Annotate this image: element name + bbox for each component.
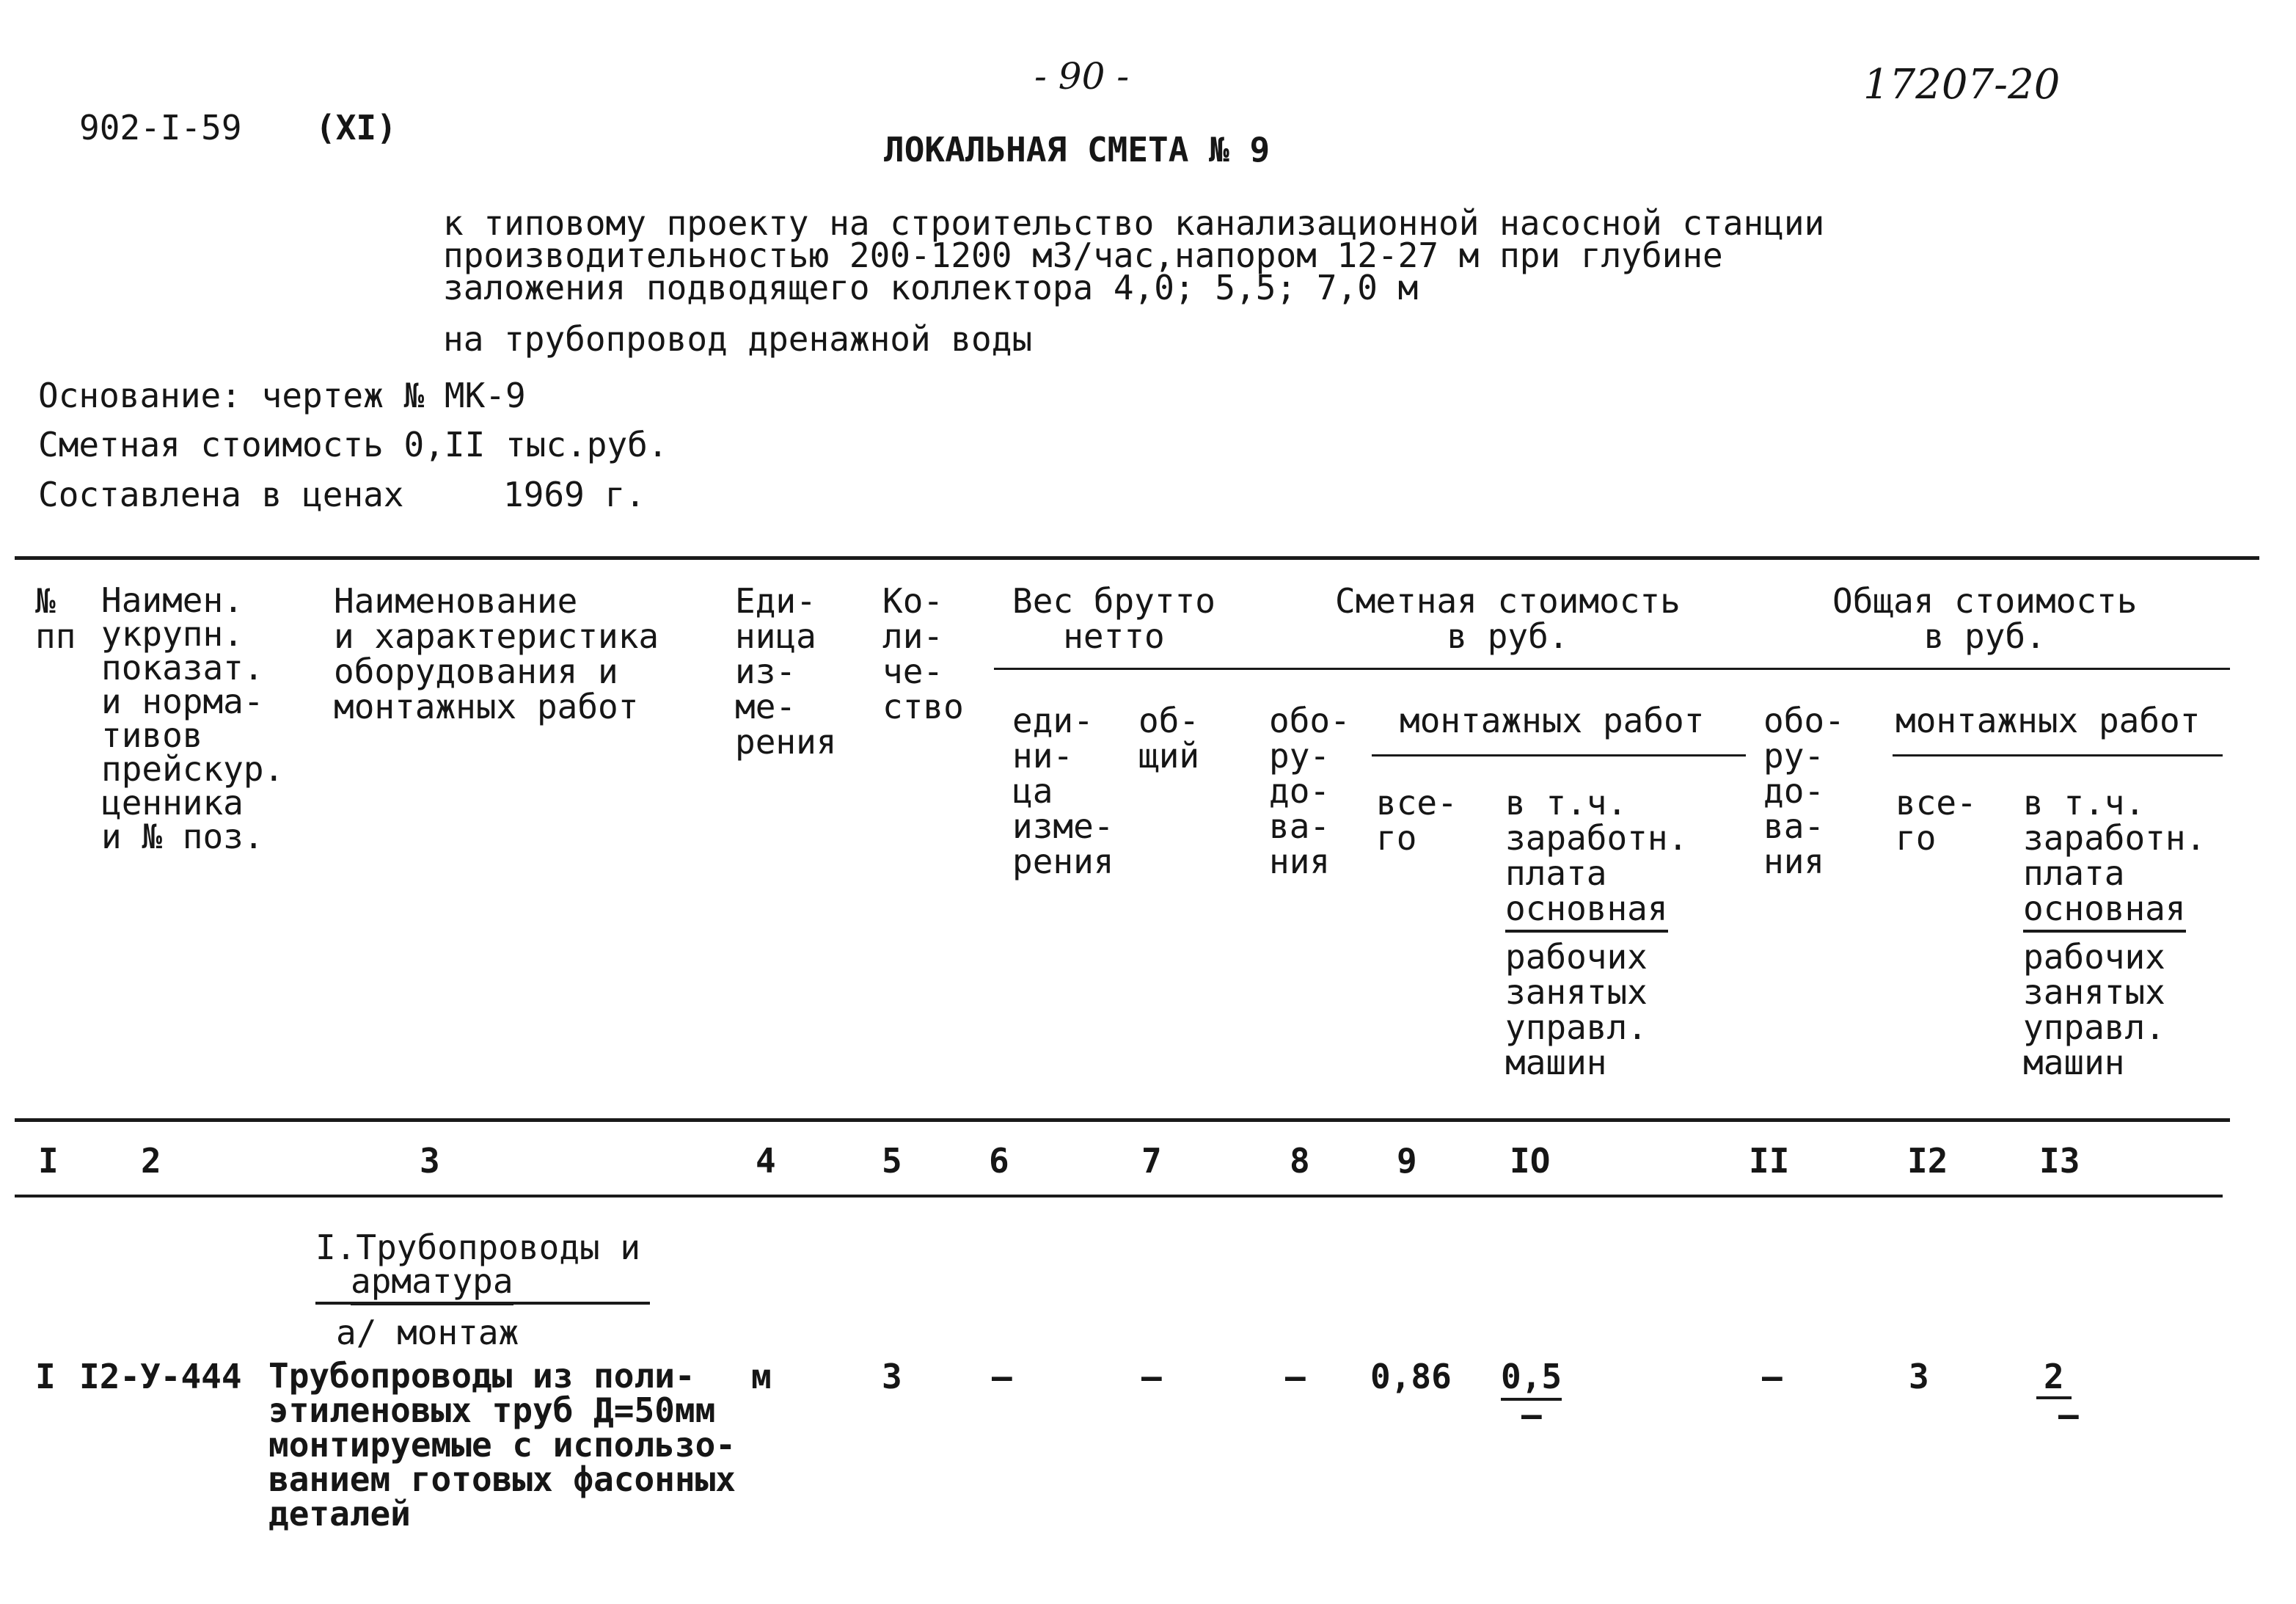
page-number: - 90 -: [1034, 55, 1130, 98]
header-total-install-wages-machines: рабочих занятых управл. машин: [2023, 937, 2165, 1082]
header-bottom-rule: [15, 1118, 2230, 1122]
install-subrule-total: [1893, 754, 2223, 757]
header-col-qty: Ко- ли- че- ство: [882, 581, 964, 726]
header-estimated-group: Сметная стоимость в руб.: [1335, 581, 1681, 656]
column-number-11: II: [1749, 1141, 1790, 1181]
header-est-install-total: все- го: [1376, 783, 1458, 858]
row-est-install-total: 0,86: [1370, 1357, 1452, 1396]
document-title: ЛОКАЛЬНАЯ СМЕТА № 9: [884, 130, 1271, 169]
column-number-12: I2: [1907, 1141, 1948, 1181]
inventory-number: 17207-20: [1863, 61, 2061, 109]
row-name: Трубопроводы из поли- этиленовых труб Д=50мм монтируемые с использо- ванием готовых фасонных деталей: [268, 1356, 736, 1534]
section-title-continued: арматура: [351, 1264, 513, 1299]
row-quantity: 3: [882, 1357, 902, 1396]
header-col-unit: Еди- ница из- ме- рения: [735, 581, 837, 762]
header-total-equipment: обо- ру- до- ва- ния: [1763, 701, 1845, 881]
subsection-title: а/ монтаж: [336, 1313, 519, 1352]
column-number-5: 5: [882, 1141, 902, 1181]
header-total-install-wages: в т.ч. заработн. плата: [2023, 783, 2207, 893]
header-col-number: № пп: [35, 581, 76, 656]
row-est-equipment: –: [1285, 1357, 1306, 1396]
row-total-install-total: 3: [1909, 1357, 1929, 1396]
column-number-1: I: [38, 1141, 59, 1181]
header-weight-total: об- щий: [1138, 701, 1200, 776]
row-est-install-wages-machines: –: [1521, 1395, 1542, 1435]
header-total-installation: монтажных работ: [1895, 701, 2201, 740]
row-number: I: [35, 1357, 56, 1396]
column-number-8: 8: [1290, 1141, 1310, 1181]
row-weight-unit: –: [992, 1357, 1012, 1396]
column-number-2: 2: [141, 1141, 161, 1181]
header-est-install-wages-machines: рабочих занятых управл. машин: [1505, 937, 1648, 1082]
row-total-install-wages: 2: [2036, 1359, 2072, 1394]
header-est-install-wages: в т.ч. заработн. плата: [1505, 783, 1689, 893]
section-title-rule: [315, 1302, 650, 1305]
header-total-group: Общая стоимость в руб.: [1832, 581, 2138, 656]
table-top-rule: [15, 556, 2259, 560]
header-est-installation: монтажных работ: [1400, 701, 1705, 740]
prices-year: 1969 г.: [503, 475, 646, 514]
header-total-install-wages-basic: основная: [2023, 891, 2186, 926]
header-est-install-wages-basic: основная: [1505, 891, 1668, 926]
header-weight-group: Вес брутто нетто: [1012, 581, 1215, 656]
install-subrule-est: [1372, 754, 1746, 757]
estimate-object: на трубопровод дренажной воды: [443, 319, 1033, 359]
album-number: (XI): [315, 108, 397, 147]
column-number-3: 3: [420, 1141, 440, 1181]
row-unit: м: [751, 1357, 772, 1396]
row-est-install-wages: 0,5: [1501, 1359, 1562, 1394]
row-code: I2-У-444: [79, 1357, 242, 1396]
colnum-bottom-rule: [15, 1195, 2223, 1197]
basis-line: Основание: чертеж № МК-9: [38, 376, 526, 415]
header-weight-unit: еди- ни- ца изме- рения: [1012, 701, 1114, 881]
column-number-7: 7: [1141, 1141, 1162, 1181]
row-weight-total: –: [1141, 1357, 1162, 1396]
prices-label: Составлена в ценах: [38, 475, 404, 514]
column-number-4: 4: [756, 1141, 776, 1181]
header-total-install-total: все- го: [1895, 783, 1977, 858]
column-number-10: IO: [1510, 1141, 1551, 1181]
section-title: I.Трубопроводы и: [315, 1228, 641, 1267]
column-number-9: 9: [1397, 1141, 1417, 1181]
group-rule: [994, 668, 2230, 670]
row-total-install-wages-machines: –: [2058, 1395, 2079, 1435]
column-number-13: I3: [2039, 1141, 2080, 1181]
row-total-equipment: –: [1762, 1357, 1783, 1396]
header-col-name: Наименование и характеристика оборудования и монтажных работ: [334, 581, 659, 726]
header-col-code: Наимен. укрупн. показат. и норма- тивов прейскур. ценника и № поз.: [101, 580, 285, 856]
series-code: 902-I-59: [79, 108, 242, 147]
subject-line-3: заложения подводящего коллектора 4,0; 5,5; 7,0 м: [443, 268, 1419, 307]
header-est-equipment: обо- ру- до- ва- ния: [1269, 701, 1350, 881]
estimated-cost-line: Сметная стоимость 0,II тыс.руб.: [38, 425, 668, 464]
subject-line-2: производительностью 200-1200 м3/час,напором 12-27 м при глубине: [443, 236, 1723, 275]
column-number-6: 6: [989, 1141, 1009, 1181]
subject-line-1: к типовому проекту на строительство канализационной насосной станции: [443, 203, 1825, 243]
